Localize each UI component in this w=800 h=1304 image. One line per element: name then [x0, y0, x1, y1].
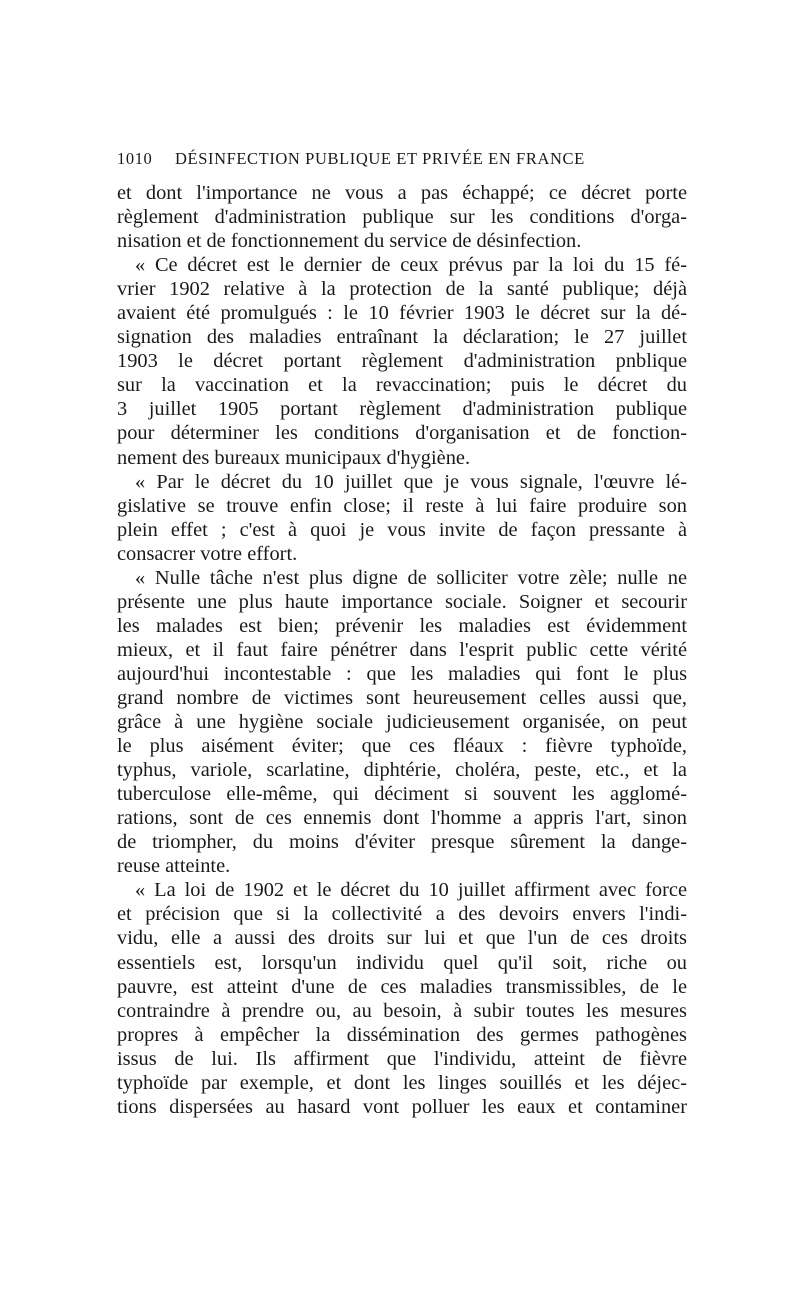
text-line: nisation et de fonctionnement du service de désinfection.	[117, 230, 582, 253]
text-line: nement des bureaux municipaux d'hygiène.	[117, 446, 471, 469]
text-line: signation des maladies entraînant la déclaration; le 27 juillet	[117, 326, 687, 349]
text-line: vidu, elle a aussi des droits sur lui et que l'un de ces droits	[117, 927, 687, 950]
paragraph-3	[117, 470, 687, 566]
paragraph-4	[117, 566, 687, 879]
paragraph-1	[117, 181, 687, 253]
text-line: « Par le décret du 10 juillet que je vous signale, l'œuvre lé-	[135, 470, 687, 493]
text-line: et précision que si la collectivité a des devoirs envers l'indi-	[117, 903, 687, 926]
running-title: DÉSINFECTION PUBLIQUE ET PRIVÉE EN FRANCE	[175, 149, 585, 168]
text-line: gislative se trouve enfin close; il reste à lui faire produire son	[117, 494, 687, 517]
text-line: typhus, variole, scarlatine, diphtérie, choléra, peste, etc., et la	[117, 759, 687, 782]
text-line: propres à empêcher la dissémination des germes pathogènes	[117, 1023, 687, 1046]
text-line: avaient été promulgués : le 10 février 1903 le décret sur la dé-	[117, 302, 687, 325]
text-line: règlement d'administration publique sur les conditions d'orga-	[117, 206, 687, 229]
running-head	[117, 148, 687, 170]
text-line: « La loi de 1902 et le décret du 10 juillet affirment avec force	[135, 879, 687, 902]
text-line: « Nulle tâche n'est plus digne de solliciter votre zèle; nulle ne	[135, 566, 687, 589]
text-line: tuberculose elle-même, qui déciment si souvent les agglomé-	[117, 783, 687, 806]
text-line: grand nombre de victimes sont heureusement celles aussi que,	[117, 686, 687, 709]
text-line: mieux, et il faut faire pénétrer dans l'esprit public cette vérité	[117, 638, 687, 661]
text-line: aujourd'hui incontestable : que les maladies qui font le plus	[117, 662, 687, 685]
page-number: 1010	[117, 149, 153, 168]
text-line: sur la vaccination et la revaccination; puis le décret du	[117, 374, 687, 397]
text-line: de triompher, du moins d'éviter presque sûrement la dange-	[117, 831, 687, 854]
text-line: les malades est bien; prévenir les maladies est évidemment	[117, 614, 687, 637]
text-line: essentiels est, lorsqu'un individu quel qu'il soit, riche ou	[117, 951, 687, 974]
text-line: pour déterminer les conditions d'organisation et de fonction-	[117, 422, 687, 445]
text-line: consacrer votre effort.	[117, 542, 298, 565]
paragraph-2	[117, 253, 687, 469]
text-line: rations, sont de ces ennemis dont l'homme a appris l'art, sinon	[117, 807, 687, 830]
paragraph-5	[117, 878, 687, 1118]
text-line: présente une plus haute importance sociale. Soigner et secourir	[117, 590, 687, 613]
text-line: contraindre à prendre ou, au besoin, à subir toutes les mesures	[117, 999, 687, 1022]
text-line: et dont l'importance ne vous a pas échappé; ce décret porte	[117, 182, 687, 204]
text-line: plein effet ; c'est à quoi je vous invite de façon pressante à	[117, 518, 687, 541]
text-line: typhoïde par exemple, et dont les linges souillés et les déjec-	[117, 1071, 687, 1094]
text-line: le plus aisément éviter; que ces fléaux : fièvre typhoïde,	[117, 735, 687, 758]
text-line: tions dispersées au hasard vont polluer les eaux et contaminer	[117, 1095, 687, 1118]
text-line: grâce à une hygiène sociale judicieusement organisée, on peut	[117, 711, 687, 734]
body-text	[117, 181, 687, 1119]
text-line: pauvre, est atteint d'une de ces maladies transmissibles, de le	[117, 975, 687, 998]
text-line: 1903 le décret portant règlement d'administration pnblique	[117, 350, 687, 373]
text-line: reuse atteinte.	[117, 855, 231, 878]
text-line: « Ce décret est le dernier de ceux prévus par la loi du 15 fé-	[135, 254, 687, 277]
text-line: 3 juillet 1905 portant règlement d'administration publique	[117, 398, 687, 421]
text-line: issus de lui. Ils affirment que l'individu, atteint de fièvre	[117, 1047, 687, 1070]
text-line: vrier 1902 relative à la protection de la santé publique; déjà	[117, 278, 687, 301]
